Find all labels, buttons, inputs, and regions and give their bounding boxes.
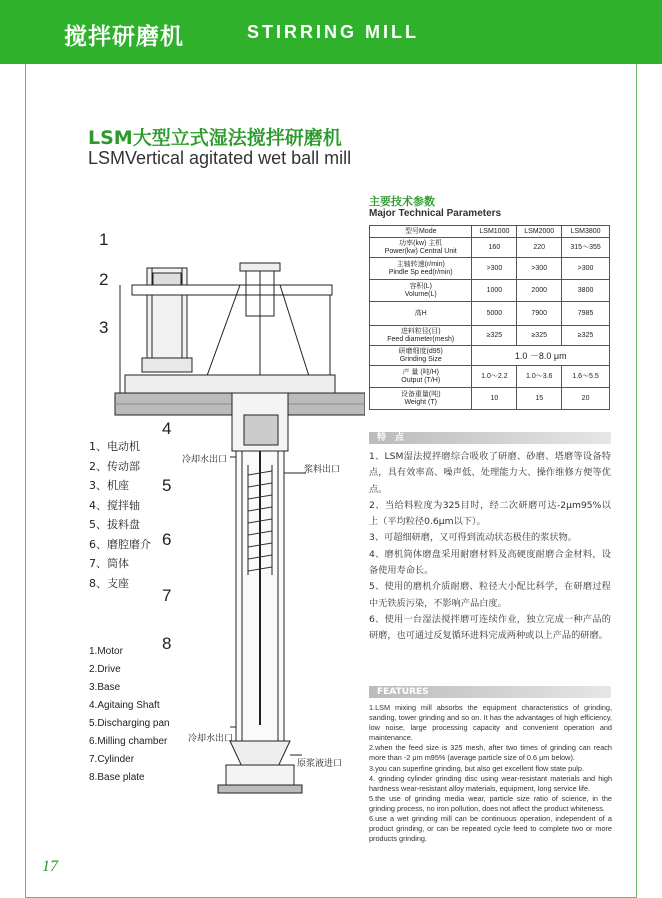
table-row (370, 238, 610, 258)
legend-cn (89, 437, 151, 593)
label-en: Power(kw) (384, 247, 418, 255)
list-item: 2、当给料粒度为325目时，经二次研磨可达-2μm95%以上（平均粒径0.6μm以下）。 (369, 499, 611, 528)
callout-4: 4 (162, 419, 172, 438)
features-cn-heading: 特 点 (369, 432, 611, 444)
cell: 1.6～5.5 (562, 366, 610, 388)
list-item: 3.you can superfine grinding, but also get excellent flow state pulp. (369, 763, 584, 773)
cell: 2000 (517, 280, 562, 302)
legend-en-item: 8.Base plate (89, 772, 145, 783)
label-cn: 进料粒径(目) (400, 327, 441, 335)
cell: ≥325 (517, 326, 562, 346)
label-cn: 研磨细度(d95) (398, 347, 443, 355)
cell: 7900 (517, 302, 562, 326)
cell: 5000 (472, 302, 517, 326)
banner-title-en: STIRRING MILL (247, 22, 419, 42)
cooling-water-outlet-bottom-label: 冷却水出口 (188, 734, 234, 744)
cooling-water-outlet-top-label: 冷却水出口 (182, 455, 228, 465)
height-label: 高H (370, 302, 472, 326)
header-cell: LSM1000 (472, 226, 517, 238)
cell: ≥325 (472, 326, 517, 346)
header-cell: LSM2000 (517, 226, 562, 238)
cell: 15 (517, 388, 562, 410)
legend-cn-item: 1、电动机 (89, 440, 140, 453)
legend-en-item: 2.Drive (89, 664, 121, 675)
legend-cn-item: 2、传动部 (89, 459, 140, 473)
cell: 160 (472, 238, 517, 258)
callout-1: 1 (99, 230, 109, 249)
params-title-en: Major Technical Parameters (369, 208, 502, 219)
label-en: Grinding Size (399, 355, 442, 363)
list-item: 2.when the feed size is 325 mesh, after two times of grinding can reach more than -2 μm m95% (average particle size of 0.6 μm below). (369, 743, 612, 763)
features-en-heading: FEATURES (369, 686, 611, 698)
cell: 315～355 (562, 238, 610, 258)
table-row (370, 388, 610, 410)
label-en: Output (T/H) (401, 376, 441, 384)
label-sub-en: Central Unit (419, 247, 457, 255)
cell: >300 (472, 258, 517, 280)
features-cn (369, 449, 611, 645)
table-row (370, 326, 610, 346)
callout-6: 6 (162, 530, 172, 549)
header-label: 型号Mode (370, 226, 472, 238)
cell: >300 (562, 258, 610, 280)
legend-en-item: 7.Cylinder (89, 754, 135, 765)
label-en: Weight (T) (404, 398, 437, 406)
volume-label (370, 280, 472, 302)
features-en (369, 703, 612, 844)
cell: 1.0～2.2 (472, 366, 517, 388)
cell: 10 (472, 388, 517, 410)
cell: 1000 (472, 280, 517, 302)
legend-en-item: 3.Base (89, 682, 121, 693)
cell: 7985 (562, 302, 610, 326)
label-sub-cn: 主机 (428, 239, 443, 247)
callout-5: 5 (162, 476, 172, 495)
callout-8: 8 (162, 634, 172, 653)
legend-en (89, 643, 170, 787)
table-row (370, 302, 610, 326)
legend-cn-item: 5、拔料盘 (89, 518, 140, 531)
params-title-cn: 主要技术参数 (369, 195, 435, 208)
legend-en-item: 1.Motor (89, 646, 123, 657)
cell: ≥325 (562, 326, 610, 346)
slurry-outlet-label: 浆料出口 (304, 465, 341, 475)
label-cn: 设备重量(吨) (400, 390, 441, 398)
list-item: 1、LSM湿法搅拌磨综合吸收了研磨、砂磨、塔磨等设备特点，具有效率高、噪声低、处理能力大、操作维修方便等优点。 (369, 451, 611, 495)
banner-title-cn: 搅拌研磨机 (64, 24, 184, 50)
list-item: 1.LSM mixing mill absorbs the equipment characteristics of grinding, sanding, tower grinding and so on. It has the advantages of high efficiency, low noise, large processing capacity and convenient operation and maintenance. (369, 703, 612, 743)
label-cn: 功率(kw) (399, 239, 427, 247)
legend-cn-item: 8、支座 (89, 576, 129, 590)
header-cell: LSM3800 (562, 226, 610, 238)
legend-cn-item: 3、机座 (89, 479, 129, 492)
weight-label (370, 388, 472, 410)
legend-en-item: 6.Milling chamber (89, 736, 168, 747)
legend-cn-item: 6、磨腔磨介 (89, 537, 151, 551)
grind-label (370, 346, 472, 366)
legend-en-item: 4.Agitaing Shaft (89, 700, 160, 711)
product-title-en: LSMVertical agitated wet ball mill (88, 148, 352, 168)
list-item: 5.the use of grinding media wear, particle size ratio of science, in the grinding process, no iron pollution, does not affect the product whiteness. (369, 793, 612, 813)
speed-label (370, 258, 472, 280)
label-cn: 容积(L) (409, 282, 432, 290)
label-cn: 产 量 (吨/H) (402, 368, 439, 376)
label-en: Pindle Sp eed(r/min) (388, 268, 453, 276)
page-number: 17 (42, 858, 58, 875)
cell: >300 (517, 258, 562, 280)
output-label (370, 366, 472, 388)
table-row (370, 258, 610, 280)
label-en: Feed diameter(mesh) (387, 335, 455, 343)
table-row (370, 226, 610, 238)
callout-3: 3 (99, 318, 109, 337)
list-item: 6.use a wet grinding mill can be continuous operation, independent of a product grinding, or can be repeated cycle feed to complete two or more products grinding. (369, 814, 612, 844)
list-item: 4、磨机筒体磨盘采用耐磨材料及高硬度耐磨合金材料，设备使用寿命长。 (369, 548, 611, 577)
list-item: 6、使用一台湿法搅拌磨可连续作业，独立完成一种产品的研磨，也可通过反复循环进料完成两种或以上产品的研磨。 (369, 613, 611, 642)
table-row (370, 346, 610, 366)
label-cn: 主轴转速(r/min) (396, 260, 445, 268)
cell: 3800 (562, 280, 610, 302)
label-en: Volume(L) (404, 290, 437, 298)
power-label (370, 238, 472, 258)
cell: 220 (517, 238, 562, 258)
list-item: 3、可超细研磨，又可得到流动状态极佳的浆状物。 (369, 532, 577, 544)
slurry-inlet-label: 原浆液进口 (297, 759, 343, 769)
table-row (370, 280, 610, 302)
legend-cn-item: 4、搅拌轴 (89, 498, 140, 512)
legend-cn-item: 7、筒体 (89, 557, 129, 570)
cell: 1.0～3.6 (517, 366, 562, 388)
list-item: 4. grinding cylinder grinding disc using wear-resistant materials and high hardness wear-resistant alloy materials, equipment, long service life. (369, 773, 612, 793)
product-title-cn: LSM大型立式湿法搅拌研磨机 (88, 127, 342, 149)
cell: 20 (562, 388, 610, 410)
cell: 1.0 －8.0 μm (472, 346, 610, 366)
callout-7: 7 (162, 586, 172, 605)
header-banner (0, 0, 662, 64)
feed-label (370, 326, 472, 346)
spec-table (369, 225, 610, 410)
table-row (370, 366, 610, 388)
list-item: 5、使用的磨机介质耐磨、粒径大小配比科学，在研磨过程中无铁质污染，不影响产品白度。 (369, 581, 611, 609)
legend-en-item: 5.Discharging pan (89, 718, 170, 729)
callout-2: 2 (99, 270, 109, 289)
